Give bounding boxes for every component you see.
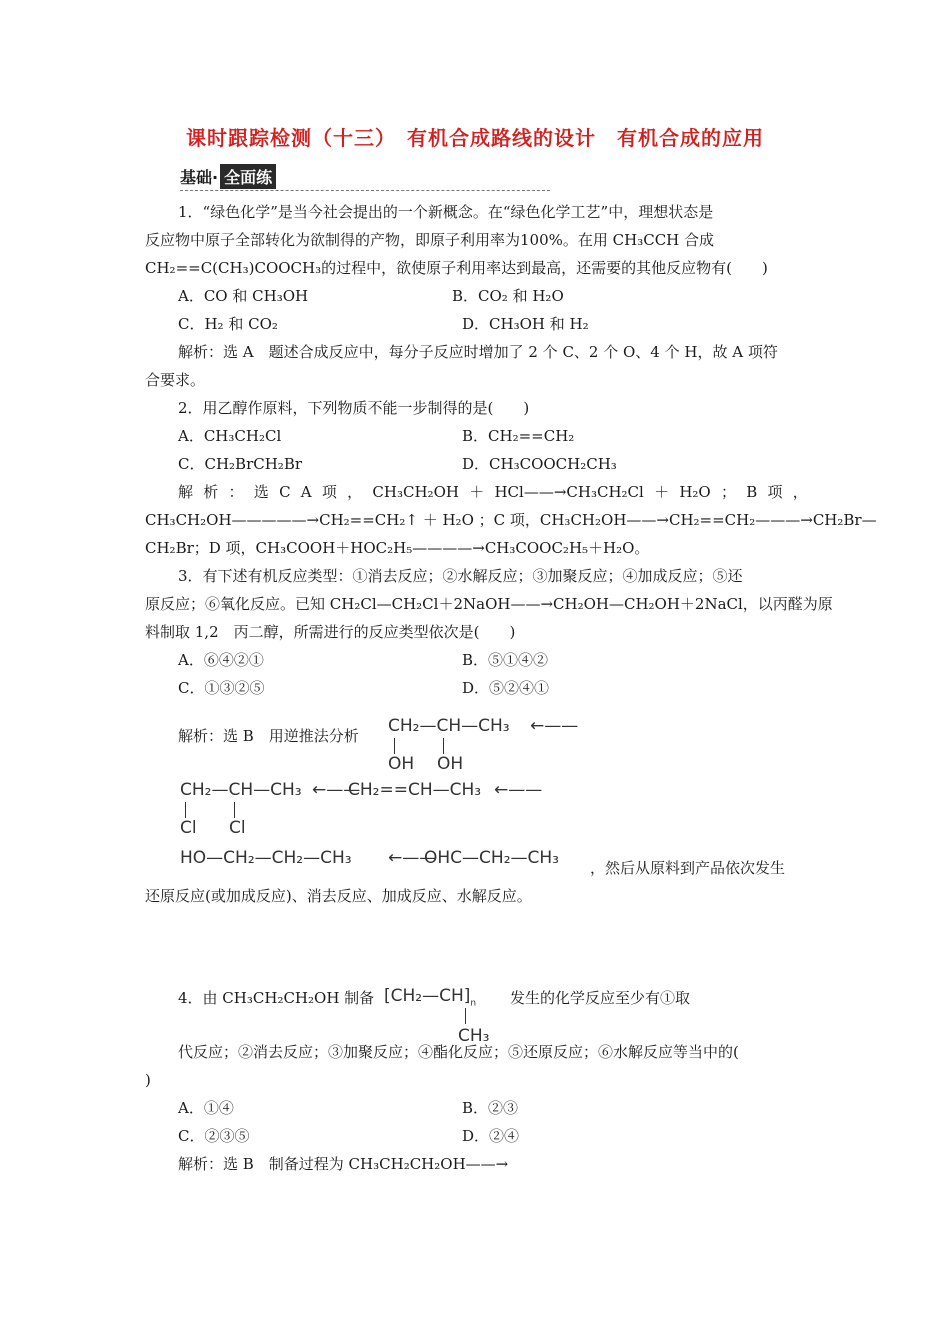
propanol-formula: HO—CH₂—CH₂—CH₃	[180, 848, 352, 868]
q1-line3: CH₂==C(CH₃)COOCH₃的过程中，欲使原子利用率达到最高，还需要的其他反应物有( )	[145, 259, 768, 277]
q2-ans-part: HCl——→CH₃CH₂Cl	[494, 483, 644, 501]
q2-option-d: D．CH₃COOCH₂CH₃	[462, 455, 617, 473]
q3-line1: 3．有下述有机反应类型：①消去反应；②水解反应；③加聚反应；④加成反应；⑤还	[178, 567, 743, 585]
q2-ans-part: ；	[720, 483, 736, 501]
q3-line2: 原反应；⑥氧化反应。已知 CH₂Cl—CH₂Cl＋2NaOH——→CH₂OH—CH₂OH＋2NaCl，以丙醛为原	[145, 595, 833, 613]
q1-line2: 反应物中原子全部转化为欲制得的产物，即原子利用率为100%。在用 CH₃CCH 合成	[145, 231, 715, 249]
reverse-arrow: ←——	[312, 780, 361, 800]
polypropylene-formula	[384, 986, 476, 1008]
q2-answer-line2: CH₃CH₂OH—————→CH₂==CH₂↑ ＋ H₂O ；C 项，CH₃CH₂OH——→CH₂==CH₂———→CH₂Br—	[145, 511, 877, 529]
q2-ans-part: H₂O	[679, 483, 711, 501]
q2-ans-part: 析	[203, 483, 219, 501]
q2-ans-part: CH₃CH₂OH	[372, 483, 459, 501]
propene-formula: CH₂==CH—CH₃	[348, 780, 482, 800]
q2-ans-part: 项	[321, 483, 337, 501]
q4-option-a: A．①④	[178, 1099, 234, 1117]
q1-option-b: B．CO₂ 和 H₂O	[452, 287, 564, 305]
hydroxyl-label: OH	[388, 754, 415, 774]
dichloropropane-formula: CH₂—CH—CH₃	[180, 780, 302, 800]
bond-line	[185, 802, 186, 818]
section-badge: 全面练	[220, 164, 276, 189]
q4-answer-line1: 解析：选 B 制备过程为 CH₃CH₂CH₂OH——→	[178, 1155, 509, 1173]
polymer-unit: [CH₂—CH]	[384, 986, 471, 1006]
q2-ans-part: 解	[178, 483, 194, 501]
q3-answer-tail2: 还原反应(或加成反应)、消去反应、加成反应、水解反应。	[145, 887, 532, 905]
q2-ans-part: 选	[253, 483, 269, 501]
reverse-arrow: ←——	[388, 848, 437, 868]
q4-line3: )	[145, 1071, 151, 1089]
section-divider	[180, 190, 550, 191]
q2-ans-part: C	[279, 483, 291, 501]
q3-answer-tail1: ，然后从原料到产品依次发生	[590, 859, 786, 877]
q3-option-a: A．⑥④②①	[178, 651, 264, 669]
q4-line1-end: 发生的化学反应至少有①取	[510, 989, 691, 1007]
q3-option-d: D．⑤②④①	[462, 679, 550, 697]
q1-answer-line2: 合要求。	[145, 371, 206, 389]
reverse-arrow: ←——	[530, 716, 579, 736]
q2-answer-line3: CH₂Br；D 项，CH₃COOH＋HOC₂H₅————→CH₃COOC₂H₅＋H₂O。	[145, 539, 650, 557]
section-prefix: 基础·	[180, 168, 219, 187]
q1-option-c: C．H₂ 和 CO₂	[178, 315, 278, 333]
q1-option-d: D．CH₃OH 和 H₂	[462, 315, 589, 333]
q2-option-b: B．CH₂==CH₂	[462, 427, 575, 445]
methyl-label: CH₃	[458, 1026, 490, 1046]
page-title: 课时跟踪检测（十三） 有机合成路线的设计 有机合成的应用	[186, 126, 764, 150]
q2-ans-part: ，	[347, 483, 363, 501]
q4-option-b: B．②③	[462, 1099, 519, 1117]
q2-ans-part: ＋	[469, 483, 485, 501]
q4-option-d: D．②④	[462, 1127, 520, 1145]
q3-option-c: C．①③②⑤	[178, 679, 265, 697]
q2-option-a: A．CH₃CH₂Cl	[178, 427, 282, 445]
q2-ans-part: A	[300, 483, 312, 501]
q3-answer-lead: 解析：选 B 用逆推法分析	[178, 727, 359, 745]
hydroxyl-label: OH	[437, 754, 464, 774]
bond-line	[465, 1008, 466, 1024]
q2-ans-part: B	[746, 483, 758, 501]
q1-answer-line1: 解析：选 A 题述合成反应中，每分子反应时增加了 2 个 C、2 个 O、4 个 H，故 A 项符	[178, 343, 778, 361]
chloro-label: Cl	[229, 818, 246, 838]
bond-line	[443, 738, 444, 754]
bond-line	[234, 802, 235, 818]
q2-ans-part: 项	[767, 483, 783, 501]
section-heading	[180, 164, 276, 189]
q3-line3: 料制取 1,2 丙二醇，所需进行的反应类型依次是( )	[145, 623, 516, 641]
q4-option-c: C．②③⑤	[178, 1127, 250, 1145]
propanal-formula: OHC—CH₂—CH₃	[424, 848, 559, 868]
bond-line	[394, 738, 395, 754]
chloro-label: Cl	[180, 818, 197, 838]
q2-ans-part: ，	[792, 483, 808, 501]
reverse-arrow: ←——	[494, 780, 543, 800]
q2-answer-line1	[178, 482, 808, 502]
q3-option-b: B．⑤①④②	[462, 651, 549, 669]
q1-option-a: A．CO 和 CH₃OH	[178, 287, 309, 305]
q4-line1-start: 4．由 CH₃CH₂CH₂OH 制备	[178, 989, 375, 1007]
polymer-n: n	[470, 998, 477, 1009]
q2-option-c: C．CH₂BrCH₂Br	[178, 455, 303, 473]
q4-line2: 代反应；②消去反应；③加聚反应；④酯化反应；⑤还原反应；⑥水解反应等当中的(	[178, 1043, 739, 1061]
propanediol-formula: CH₂—CH—CH₃	[388, 716, 510, 736]
q2-ans-part: ＋	[654, 483, 670, 501]
q1-line1: 1．“绿色化学”是当今社会提出的一个新概念。在“绿色化学工艺”中，理想状态是	[178, 203, 714, 221]
q2-ans-part: ：	[228, 483, 244, 501]
q2-line1: 2．用乙醇作原料，下列物质不能一步制得的是( )	[178, 399, 530, 417]
